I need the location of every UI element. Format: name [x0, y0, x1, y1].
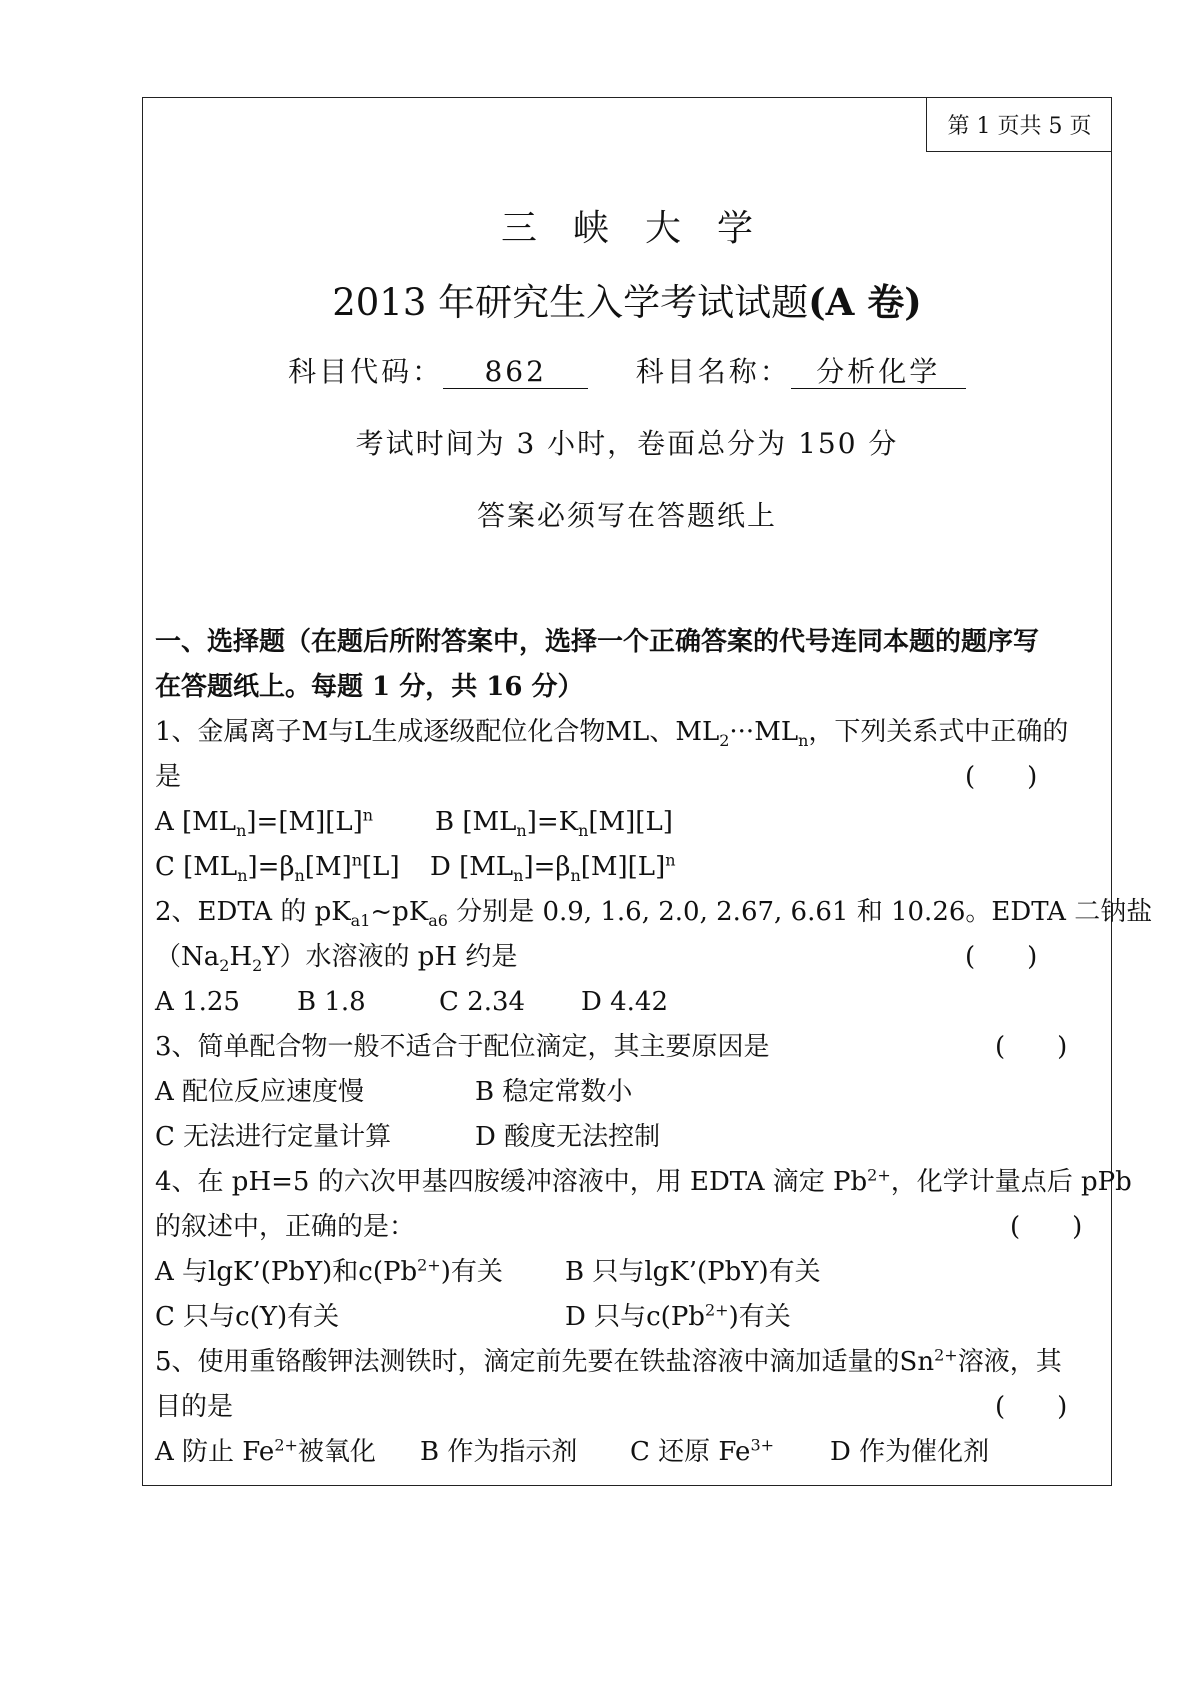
subject-code-label: 科目代码： [288, 355, 444, 388]
answer-blank: ( ) [1010, 1212, 1083, 1242]
option-d: D 4.42 [581, 987, 669, 1017]
option-c: C 只与c(Y)有关 [155, 1302, 340, 1332]
question-1: 1、金属离子M与L生成逐级配位化合物ML、$ML_2\cdot\cdot\cdot ML_n$，下列关系式中正确的 [155, 717, 1069, 751]
question-4-options-ab [155, 1250, 1099, 1295]
section-heading-line1: 一、选择题（在题后所附答案中，选择一个正确答案的代号连同本题的题序写 [155, 627, 1040, 657]
option-c: C 2.34 [439, 987, 526, 1017]
option-d: D $[ML_n]=\beta_n[M][L]^n$ [430, 850, 676, 886]
option-a: A 防止 $Fe^{2+}$被氧化 [155, 1435, 376, 1467]
question-2: 2、EDTA 的 $pK_{a1}\sim pK_{a6}$ 分别是 0.9, 1.6, 2.0, 2.67, 6.61 和 10.26。EDTA 二钠盐 [155, 897, 1153, 931]
page-number: 第 1 页共 5 页 [926, 97, 1112, 152]
question-1-line2: 是 ( ) [155, 755, 1099, 800]
question-2-line2: $(Na_2H_2Y)$水溶液的 pH 约是 ( ) [155, 935, 1099, 980]
question-3: 3、简单配合物一般不适合于配位滴定，其主要原因是 ( ) [155, 1025, 1099, 1070]
exam-title [142, 272, 1112, 326]
exam-title-suffix: (A 卷) [808, 280, 922, 324]
question-content [155, 620, 1153, 1475]
question-2-options [155, 980, 1099, 1025]
answer-blank: ( ) [965, 762, 1038, 792]
option-a: A 配位反应速度慢 [155, 1077, 365, 1107]
option-b: B 作为指示剂 [420, 1437, 578, 1467]
option-b: B 1.8 [297, 987, 366, 1017]
subject-code: 862 [443, 356, 588, 389]
answer-blank: ( ) [965, 942, 1038, 972]
option-c: C 还原 $Fe^{3+}$ [630, 1435, 775, 1467]
option-a: A $[ML_n]=[M][L]^n$ [155, 805, 374, 841]
option-a: A 与lgK’(PbY)和$c(Pb^{2+})$有关 [155, 1255, 503, 1287]
answer-blank: ( ) [995, 1032, 1068, 1062]
time-note: 考试时间为 3 小时，卷面总分为 150 分 [355, 427, 899, 460]
option-c: C 无法进行定量计算 [155, 1122, 392, 1152]
subject-name-label: 科目名称： [635, 355, 791, 388]
subject-name: 分析化学 [791, 356, 966, 389]
option-c: C $[ML_n]=\beta_n[M]^n[L]$ [155, 850, 400, 886]
option-b: B 只与lgK’(PbY)有关 [565, 1257, 821, 1287]
question-5-options [155, 1430, 1099, 1475]
question-1-options-cd [155, 845, 1099, 890]
question-4: 4、在 pH=5 的六次甲基四胺缓冲溶液中，用 EDTA 滴定 $Pb^{2+}$，化学计量点后 pPb [155, 1165, 1132, 1197]
question-5: 5、使用重铬酸钾法测铁时，滴定前先要在铁盐溶液中滴加适量的$Sn^{2+}$溶液，其 [155, 1345, 1062, 1377]
answer-blank: ( ) [995, 1392, 1068, 1422]
question-1-options-ab [155, 800, 1099, 845]
option-a: A 1.25 [155, 987, 240, 1017]
exam-title-prefix: 2013 年研究生入学考试试题 [332, 281, 809, 324]
option-d: D 酸度无法控制 [475, 1122, 661, 1152]
option-b: B $[ML_n]=K_n[M][L]$ [435, 807, 673, 841]
subject-line [142, 350, 1112, 390]
question-4-options-cd [155, 1295, 1099, 1340]
question-4-line2: 的叙述中，正确的是： ( ) [155, 1205, 1099, 1250]
question-3-options-cd [155, 1115, 1099, 1160]
section-heading-line2: 在答题纸上。每题 1 分，共 16 分） [155, 672, 584, 702]
option-b: B 稳定常数小 [475, 1077, 633, 1107]
question-5-line2: 目的是 ( ) [155, 1385, 1099, 1430]
option-d: D 只与$c(Pb^{2+})$有关 [565, 1300, 791, 1332]
option-d: D 作为催化剂 [830, 1437, 990, 1467]
answer-note: 答案必须写在答题纸上 [476, 499, 777, 532]
question-3-options-ab [155, 1070, 1099, 1115]
school-name: 三峡大学 [500, 208, 789, 249]
